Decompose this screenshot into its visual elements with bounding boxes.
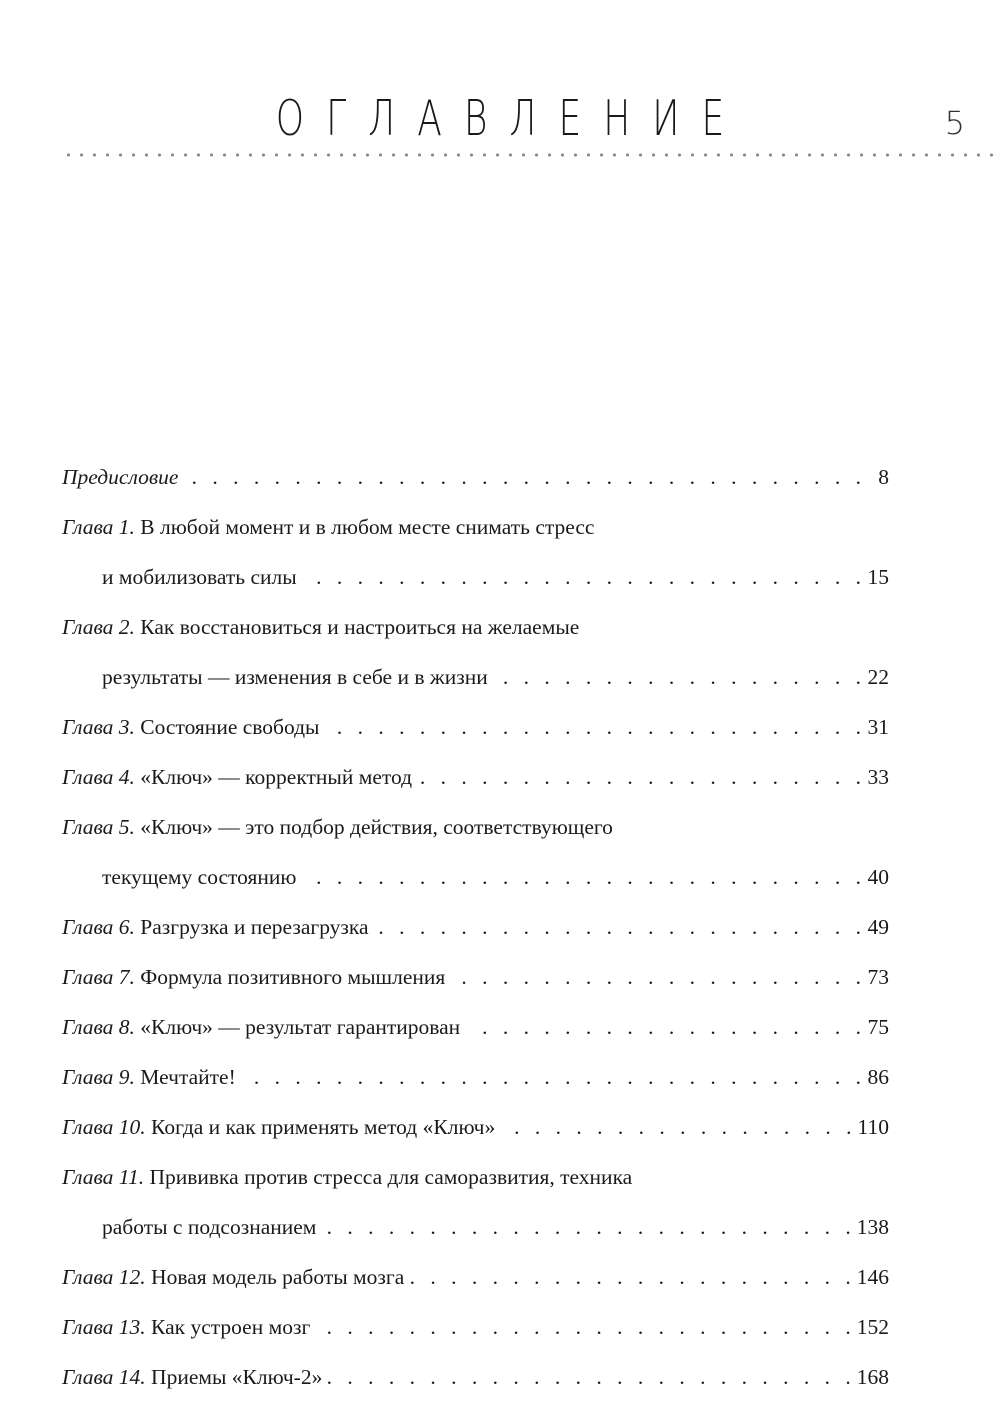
toc-entry-title: Состояние свободы <box>134 715 320 739</box>
toc-page-number: 138 <box>856 1215 889 1239</box>
dot-leader <box>466 1002 861 1052</box>
toc-page-number: 75 <box>867 1015 889 1039</box>
toc-entry-continuation <box>102 552 889 602</box>
toc-page-number: 15 <box>867 565 889 589</box>
dot-leader <box>184 452 861 502</box>
dot-leader <box>501 1102 851 1152</box>
dot-leader <box>303 552 861 602</box>
toc-entry <box>62 902 889 952</box>
toc-entry <box>62 1302 889 1352</box>
toc-entry-label: Глава 12. <box>62 1265 146 1289</box>
dot-leader <box>418 752 861 802</box>
toc-entry-title: «Ключ» — это подбор действия, соответствующего <box>134 815 613 839</box>
toc-entry-title: Формула позитивного мышления <box>134 965 446 989</box>
toc-entry-label: Глава 6. <box>62 915 135 939</box>
toc-entry-continuation <box>102 1202 889 1252</box>
toc-entry <box>62 952 889 1002</box>
toc-entry-label: Глава 8. <box>62 1015 135 1039</box>
toc-entry-title: В любой момент и в любом месте снимать стресс <box>134 515 595 539</box>
toc-entry-label: Глава 4. <box>62 765 135 789</box>
dot-leader <box>375 902 861 952</box>
toc-entry-title-cont: и мобилизовать силы <box>102 565 297 589</box>
toc-entry-title: Когда и как применять метод «Ключ» <box>145 1115 496 1139</box>
toc-page-number: 40 <box>867 865 889 889</box>
dot-leader <box>410 1252 851 1302</box>
toc-entry-title: «Ключ» — результат гарантирован <box>134 1015 461 1039</box>
toc-entry-title: Как восстановиться и настроиться на желаемые <box>134 615 580 639</box>
toc-entry <box>62 802 889 852</box>
toc-entry-continuation <box>102 652 889 702</box>
toc-entry-title: Разгрузка и перезагрузка <box>134 915 369 939</box>
toc-page-number: 86 <box>867 1065 889 1089</box>
dotted-divider <box>62 152 1000 158</box>
toc-page-number: 33 <box>867 765 889 789</box>
toc-page-number: 49 <box>867 915 889 939</box>
toc-page-number: 22 <box>867 665 889 689</box>
dot-leader <box>316 1302 850 1352</box>
toc-entry <box>62 1102 889 1152</box>
toc-entry <box>62 752 889 802</box>
toc-page-number: 73 <box>867 965 889 989</box>
dot-leader <box>451 952 861 1002</box>
toc-entry-label: Глава 13. <box>62 1315 146 1339</box>
toc-entry <box>62 1352 889 1402</box>
toc-entry-label: Предисловие <box>62 465 179 489</box>
toc-entry-label: Глава 10. <box>62 1115 146 1139</box>
toc-page-number: 110 <box>857 1115 889 1139</box>
toc-entry <box>62 1252 889 1302</box>
toc-entry-title-cont: результаты — изменения в себе и в жизни <box>102 665 488 689</box>
dot-leader <box>302 852 861 902</box>
toc-entry-label: Глава 2. <box>62 615 135 639</box>
toc-page-number: 31 <box>867 715 889 739</box>
dot-leader <box>322 1202 850 1252</box>
toc-entry <box>62 1052 889 1102</box>
toc-page-number: 168 <box>856 1365 889 1389</box>
toc-entry <box>62 702 889 752</box>
toc-page-number: 152 <box>856 1315 889 1339</box>
toc-entry <box>62 1152 889 1202</box>
toc-entry-label: Глава 11. <box>62 1165 145 1189</box>
dot-leader <box>326 702 862 752</box>
toc-entry <box>62 1002 889 1052</box>
toc-entry-label: Глава 3. <box>62 715 135 739</box>
dot-leader <box>242 1052 861 1102</box>
toc-entry-title: Как устроен мозг <box>145 1315 311 1339</box>
toc-entry-title: Мечтайте! <box>134 1065 236 1089</box>
toc-entry-title: Прививка против стресса для саморазвития, техника <box>144 1165 633 1189</box>
toc-page-number: 146 <box>856 1265 889 1289</box>
toc-entry-title-cont: текущему состоянию <box>102 865 297 889</box>
toc-page-number: 8 <box>878 465 889 489</box>
toc-entry-label: Глава 14. <box>62 1365 146 1389</box>
toc-entry-continuation <box>102 852 889 902</box>
dot-leader <box>494 652 861 702</box>
page-number: 5 <box>944 104 965 142</box>
toc-entry <box>62 502 889 552</box>
toc-entry-title-cont: работы с подсознанием <box>102 1215 317 1239</box>
page-title: ОГЛАВЛЕНИЕ <box>275 92 747 148</box>
toc-entry-label: Глава 5. <box>62 815 135 839</box>
toc-entry-label: Глава 7. <box>62 965 135 989</box>
toc-entry-title: Приемы «Ключ-2» <box>145 1365 323 1389</box>
toc-entry-label: Глава 9. <box>62 1065 135 1089</box>
toc-entry <box>62 602 889 652</box>
toc-entry-title: «Ключ» — корректный метод <box>134 765 413 789</box>
toc-entry <box>62 452 889 502</box>
dot-leader <box>328 1352 850 1402</box>
toc-entry-title: Новая модель работы мозга <box>145 1265 405 1289</box>
toc-entry-label: Глава 1. <box>62 515 135 539</box>
